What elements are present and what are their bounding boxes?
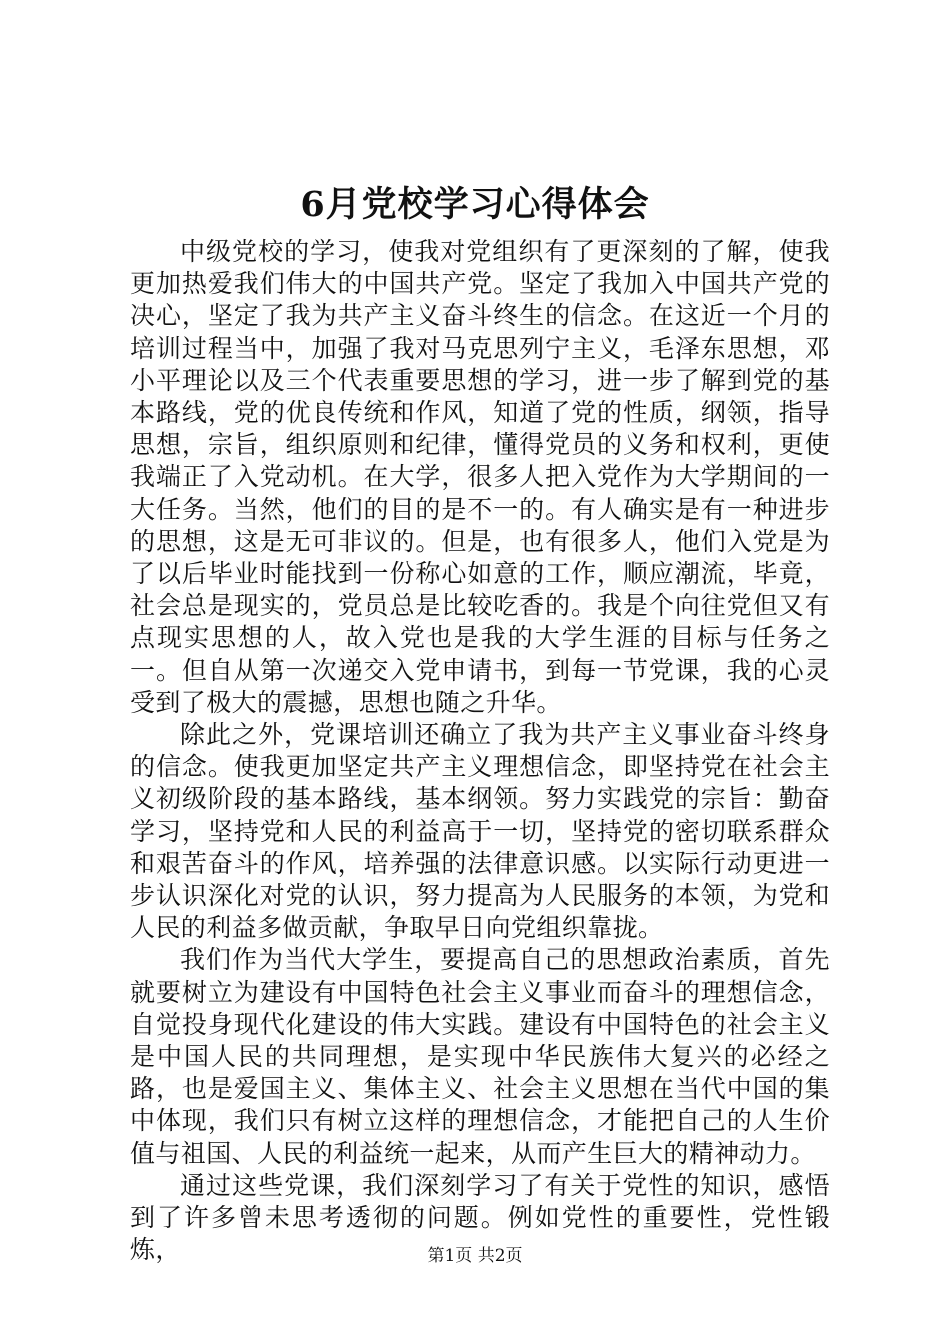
paragraph-2: 除此之外，党课培训还确立了我为共产主义事业奋斗终身的信念。使我更加坚定共产主义理想信念，即坚持党在社会主义初级阶段的基本路线，基本纲领。努力实践党的宗旨：勤奋学习，坚持党和人民的利益高于一切，坚持党的密切联系群众和艰苦奋斗的作风，培养强的法律意识感。以实际行动更进一步认识深化对党的认识，努力提高为人民服务的本领，为党和人民的利益多做贡献，争取早日向党组织靠拢。 xyxy=(130,720,830,943)
paragraph-3: 我们作为当代大学生，要提高自己的思想政治素质，首先就要树立为建设有中国特色社会主义事业而奋斗的理想信念，自觉投身现代化建设的伟大实践。建设有中国特色的社会主义是中国人民的共同理想，是实现中华民族伟大复兴的必经之路，也是爱国主义、集体主义、社会主义思想在当代中国的集中体现，我们只有树立这样的理想信念，才能把自己的人生价值与祖国、人民的利益统一起来，从而产生巨大的精神动力。 xyxy=(130,945,830,1168)
document-body xyxy=(130,236,830,1267)
page-title: 6月党校学习心得体会 xyxy=(300,184,650,225)
paragraph-1: 中级党校的学习，使我对党组织有了更深刻的了解，使我更加热爱我们伟大的中国共产党。坚定了我加入中国共产党的决心，坚定了我为共产主义奋斗终生的信念。在这近一个月的培训过程当中，加强了我对马克思列宁主义，毛泽东思想，邓小平理论以及三个代表重要思想的学习，进一步了解到党的基本路线，党的优良传统和作风，知道了党的性质，纲领，指导思想，宗旨，组织原则和纪律，懂得党员的义务和权利，更使我端正了入党动机。在大学，很多人把入党作为大学期间的一大任务。当然，他们的目的是不一的。有人确实是有一种进步的思想，这是无可非议的。但是，也有很多人，他们入党是为了以后毕业时能找到一份称心如意的工作，顺应潮流，毕竟，社会总是现实的，党员总是比较吃香的。我是个向往党但又有点现实思想的人，故入党也是我的大学生涯的目标与任务之一。但自从第一次递交入党申请书，到每一节党课，我的心灵受到了极大的震撼，思想也随之升华。 xyxy=(130,237,830,717)
page-footer: 第1页 共2页 xyxy=(427,1246,523,1266)
paragraph-4: 通过这些党课，我们深刻学习了有关于党性的知识，感悟到了许多曾未思考透彻的问题。例如党性的重要性，党性锻炼， xyxy=(130,1170,830,1265)
